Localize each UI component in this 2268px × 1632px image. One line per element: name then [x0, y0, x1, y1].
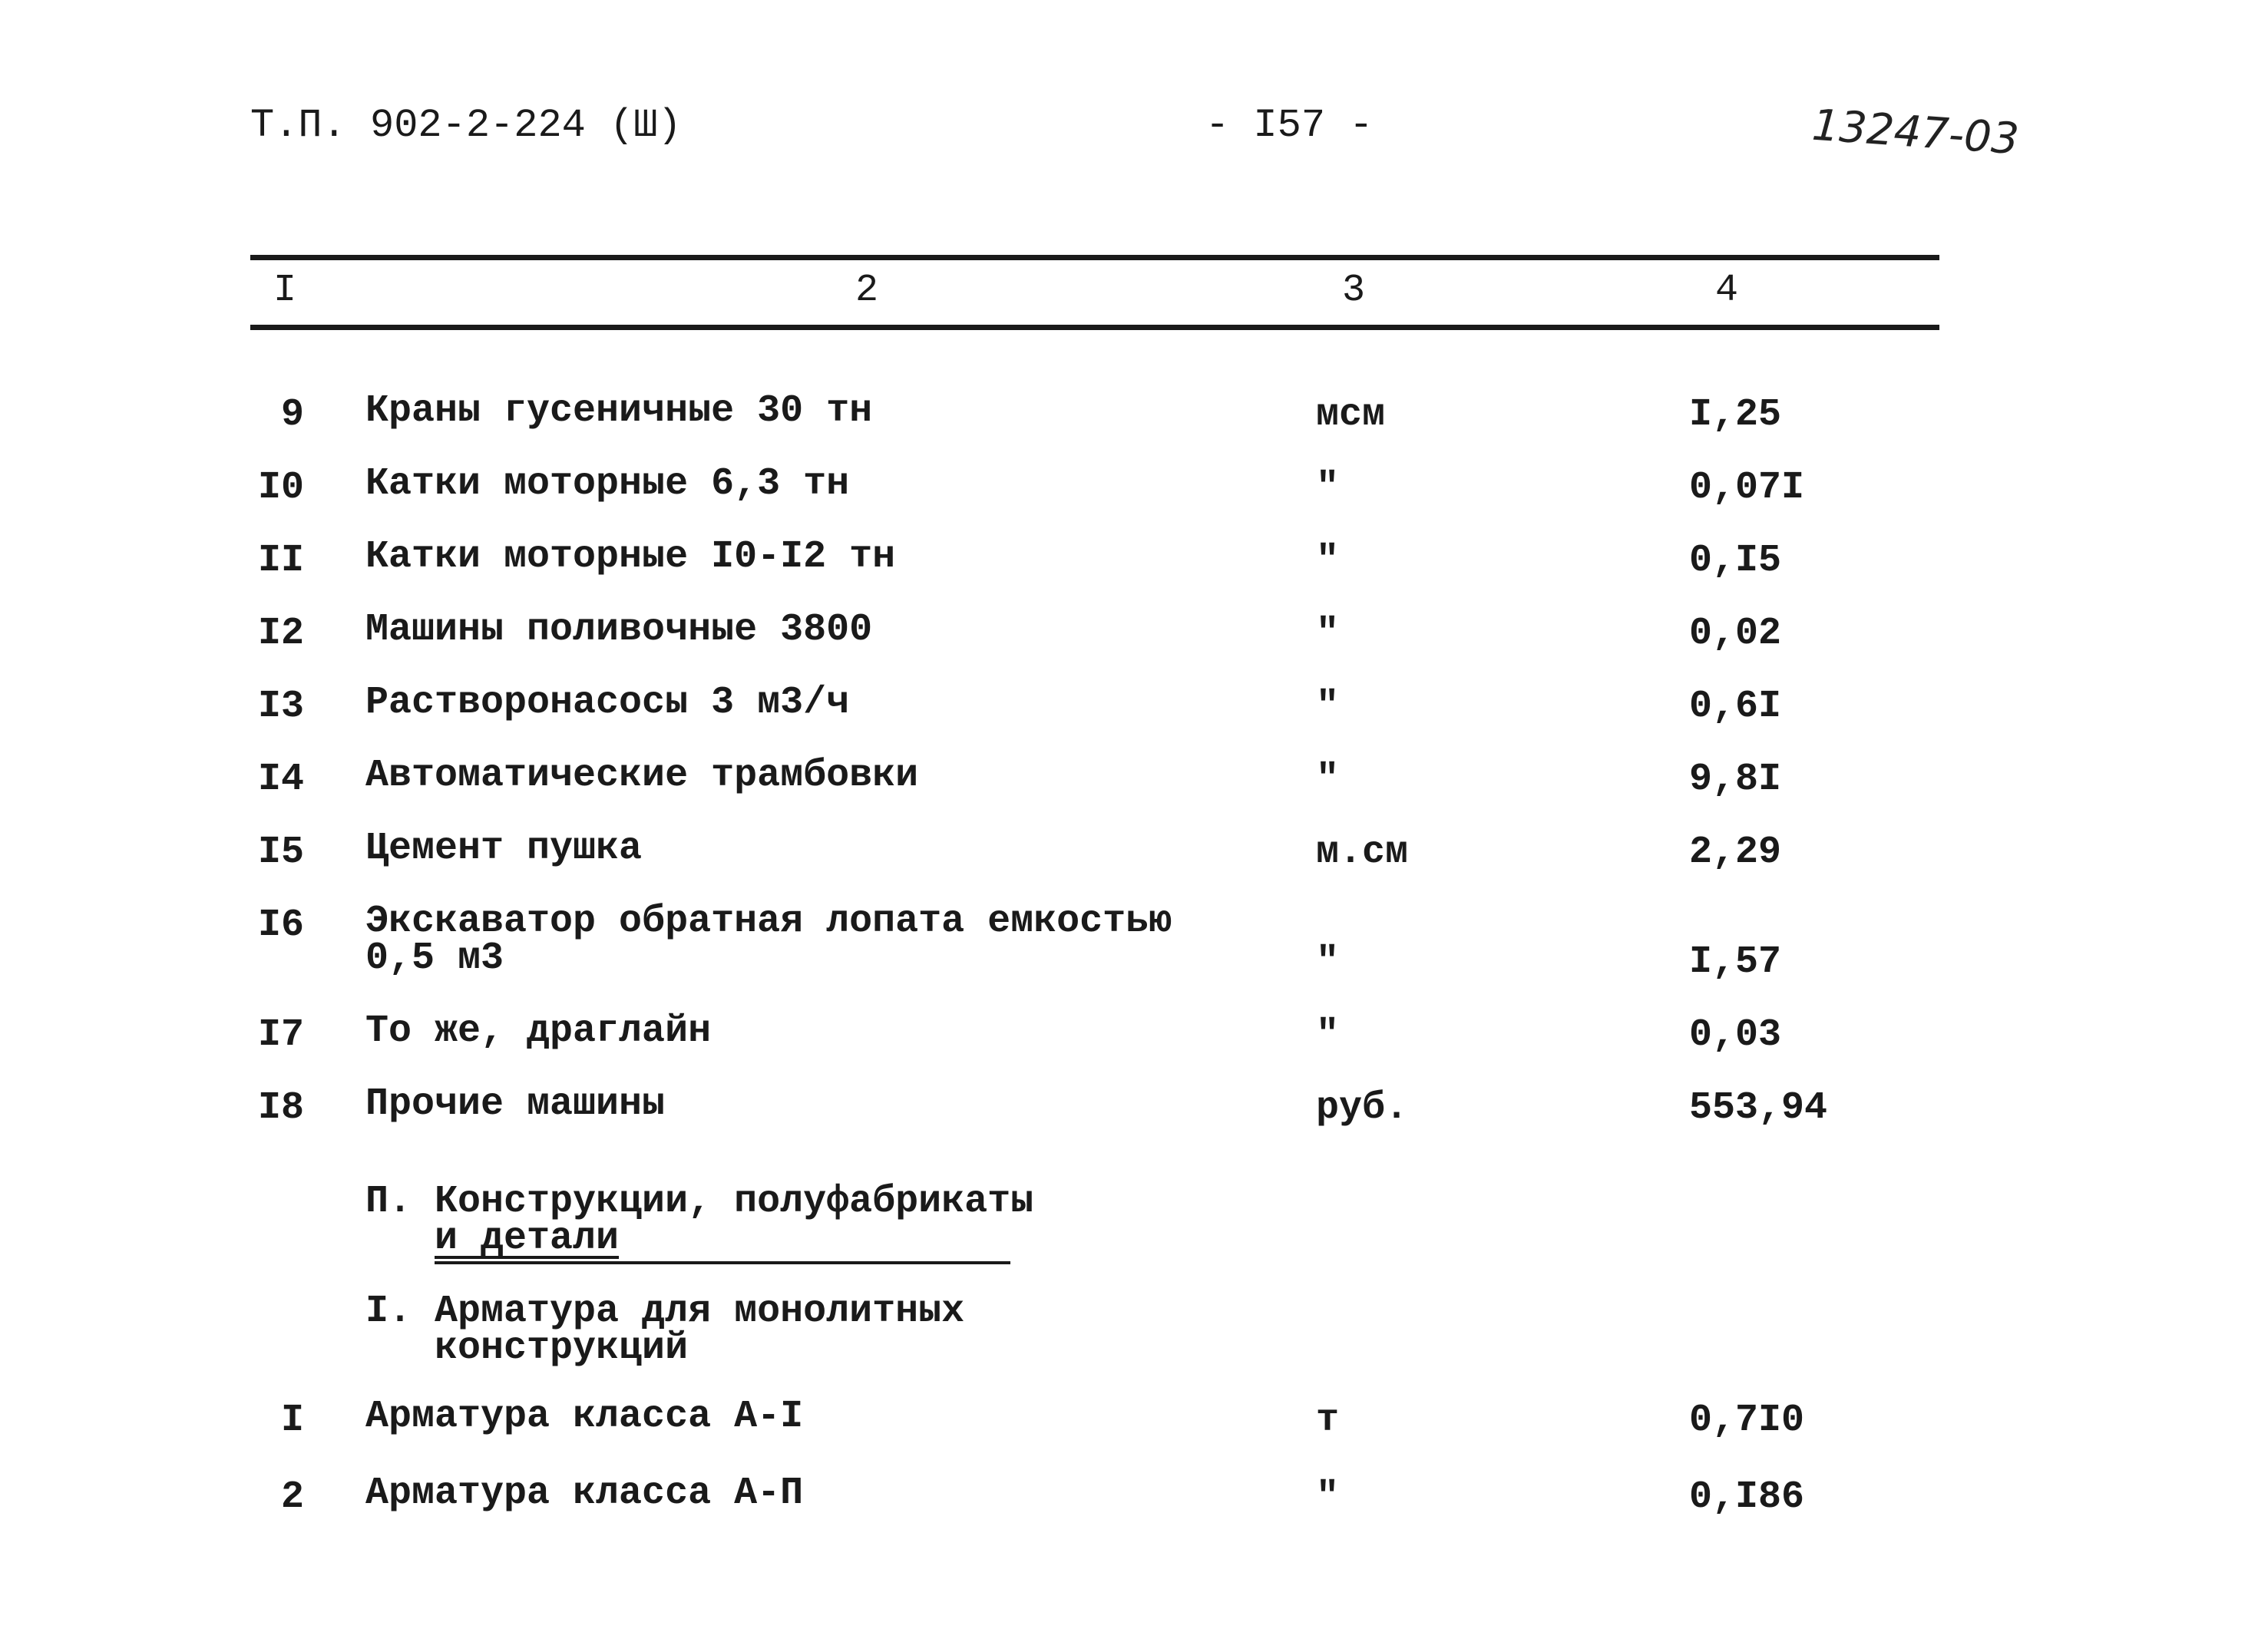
row-value: 9,8I — [1689, 758, 1782, 801]
row-unit: м.см — [1316, 831, 1409, 874]
archive-number: 13247-03 — [1810, 100, 2021, 165]
row-number: I — [280, 1399, 304, 1442]
table-top-rule — [250, 255, 1939, 260]
row-unit: " — [1316, 539, 1340, 583]
column-header-1: I — [273, 269, 297, 312]
section-underline — [435, 1261, 1010, 1264]
row-value: 2,29 — [1689, 831, 1782, 874]
row-number: I6 — [257, 904, 304, 947]
column-header-2: 2 — [855, 269, 879, 312]
document-code: Т.П. 902-2-224 (Ш) — [250, 103, 682, 148]
row-value: 553,94 — [1689, 1086, 1828, 1130]
row-number: 9 — [280, 393, 304, 437]
row-name: Катки моторные I0-I2 тн — [365, 535, 896, 579]
row-number: I0 — [257, 466, 304, 510]
row-value: 0,02 — [1689, 612, 1782, 656]
row-number: I4 — [257, 758, 304, 801]
column-header-4: 4 — [1715, 269, 1739, 312]
row-unit: " — [1316, 1013, 1340, 1057]
column-header-3: 3 — [1342, 269, 1366, 312]
subsection-title: I. Арматура для монолитных конструкций — [365, 1290, 965, 1370]
row-number: II — [257, 539, 304, 583]
row-name: Прочие машины — [365, 1082, 666, 1126]
row-name: То же, драглайн — [365, 1009, 712, 1053]
row-value: I,25 — [1689, 393, 1782, 437]
row-unit: руб. — [1316, 1086, 1409, 1130]
row-value: 0,7I0 — [1689, 1399, 1805, 1442]
row-unit: " — [1316, 758, 1340, 801]
row-name: Растворонасосы 3 м3/ч — [365, 681, 850, 725]
row-unit: " — [1316, 940, 1340, 984]
table-header-rule — [250, 325, 1939, 330]
row-number: I7 — [257, 1013, 304, 1057]
section-title-prefix: П. — [365, 1180, 435, 1224]
row-value: 0,I86 — [1689, 1475, 1805, 1519]
row-name: Катки моторные 6,3 тн — [365, 462, 850, 506]
section-title-line1: Конструкции, полуфабрикаты — [435, 1180, 1034, 1224]
row-unit: " — [1316, 1475, 1340, 1519]
section-title — [365, 1180, 1034, 1224]
row-unit: мсм — [1316, 393, 1386, 437]
row-number: I3 — [257, 685, 304, 728]
page-number: - I57 - — [1205, 103, 1374, 148]
row-unit: " — [1316, 466, 1340, 510]
row-unit: " — [1316, 612, 1340, 656]
row-value: 0,07I — [1689, 466, 1805, 510]
row-number: I2 — [257, 612, 304, 656]
row-unit: т — [1316, 1399, 1340, 1442]
row-number: I8 — [257, 1086, 304, 1130]
row-value: 0,03 — [1689, 1013, 1782, 1057]
row-name: Экскаватор обратная лопата емкостью 0,5 м3 — [365, 900, 1172, 980]
row-value: I,57 — [1689, 940, 1782, 984]
row-name: Краны гусеничные 30 тн — [365, 389, 873, 433]
row-name: Арматура класса А-I — [365, 1395, 804, 1439]
row-value: 0,I5 — [1689, 539, 1782, 583]
row-name: Автоматические трамбовки — [365, 754, 919, 798]
row-number: 2 — [280, 1475, 304, 1519]
row-name: Машины поливочные 3800 — [365, 608, 873, 652]
row-value: 0,6I — [1689, 685, 1782, 728]
section-title-line2: и детали — [435, 1217, 620, 1260]
row-name: Цемент пушка — [365, 827, 643, 871]
row-unit: " — [1316, 685, 1340, 728]
row-name: Арматура класса А-П — [365, 1472, 804, 1515]
row-number: I5 — [257, 831, 304, 874]
